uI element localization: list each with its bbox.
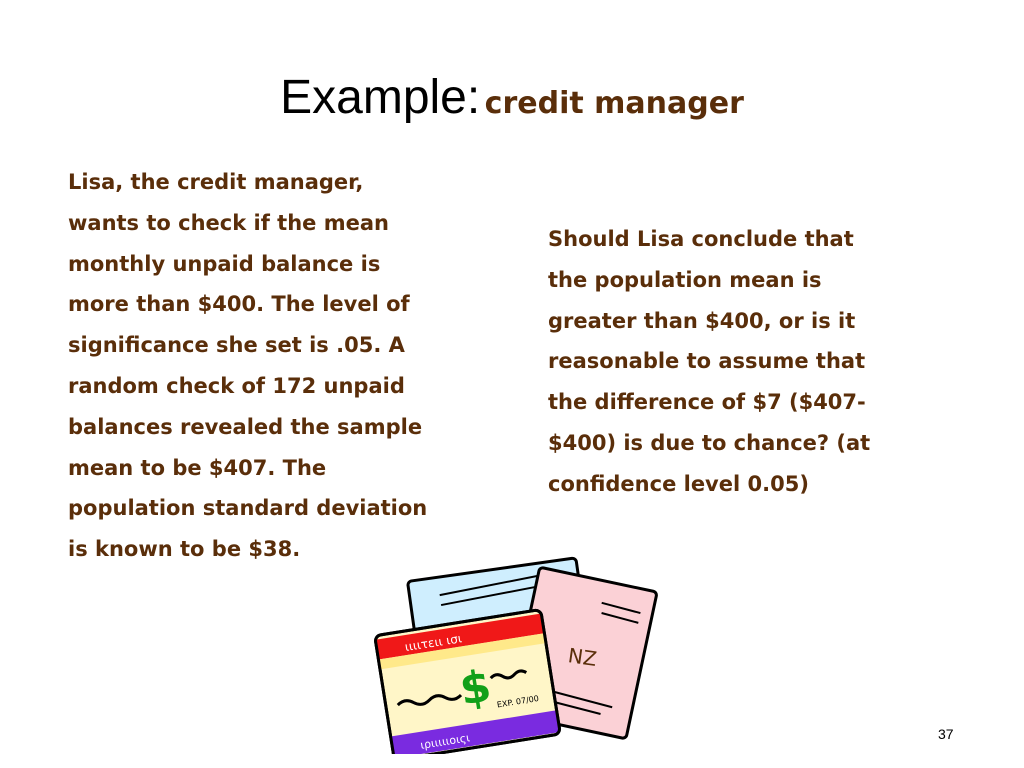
question-line: $400) is due to chance? (at — [548, 430, 871, 455]
question-line: Should Lisa conclude that — [548, 227, 854, 251]
question-line: the difference of $7 ($407- — [548, 390, 866, 415]
page-number: 37 — [938, 726, 954, 742]
problem-statement — [68, 162, 508, 570]
slide-title — [0, 70, 1024, 125]
problem-line: significance she set is .05. A — [68, 333, 405, 358]
problem-line: more than $400. The level of — [68, 292, 410, 317]
problem-line: wants to check if the mean — [68, 210, 389, 235]
question-line: the population mean is — [548, 267, 822, 292]
problem-line: balances revealed the sample — [68, 414, 423, 439]
problem-line: random check of 172 unpaid — [68, 373, 405, 398]
problem-line: monthly unpaid balance is — [68, 251, 381, 276]
card-bottom-scribble: ιριιιιιοιςι — [419, 731, 471, 752]
problem-line: Lisa, the credit manager, — [68, 170, 364, 194]
question-line: greater than $400, or is it — [548, 308, 856, 333]
title-subtitle: credit manager — [484, 86, 744, 121]
front-credit-card — [375, 610, 561, 754]
dollar-sign-icon: $ — [456, 660, 495, 716]
problem-line: population standard deviation — [68, 496, 428, 521]
question-statement — [548, 219, 948, 505]
title-main: Example: — [280, 71, 481, 124]
problem-line: is known to be $38. — [68, 537, 301, 562]
back-card-letters: NZ — [566, 643, 599, 671]
credit-cards-clipart — [372, 548, 672, 754]
problem-line: mean to be $407. The — [68, 455, 327, 480]
card-expiry: EXP. 07/00 — [496, 693, 540, 710]
question-line: confidence level 0.05) — [548, 471, 809, 496]
question-line: reasonable to assume that — [548, 349, 866, 374]
card-top-scribble: ιιιιτειι ισι — [403, 631, 463, 655]
